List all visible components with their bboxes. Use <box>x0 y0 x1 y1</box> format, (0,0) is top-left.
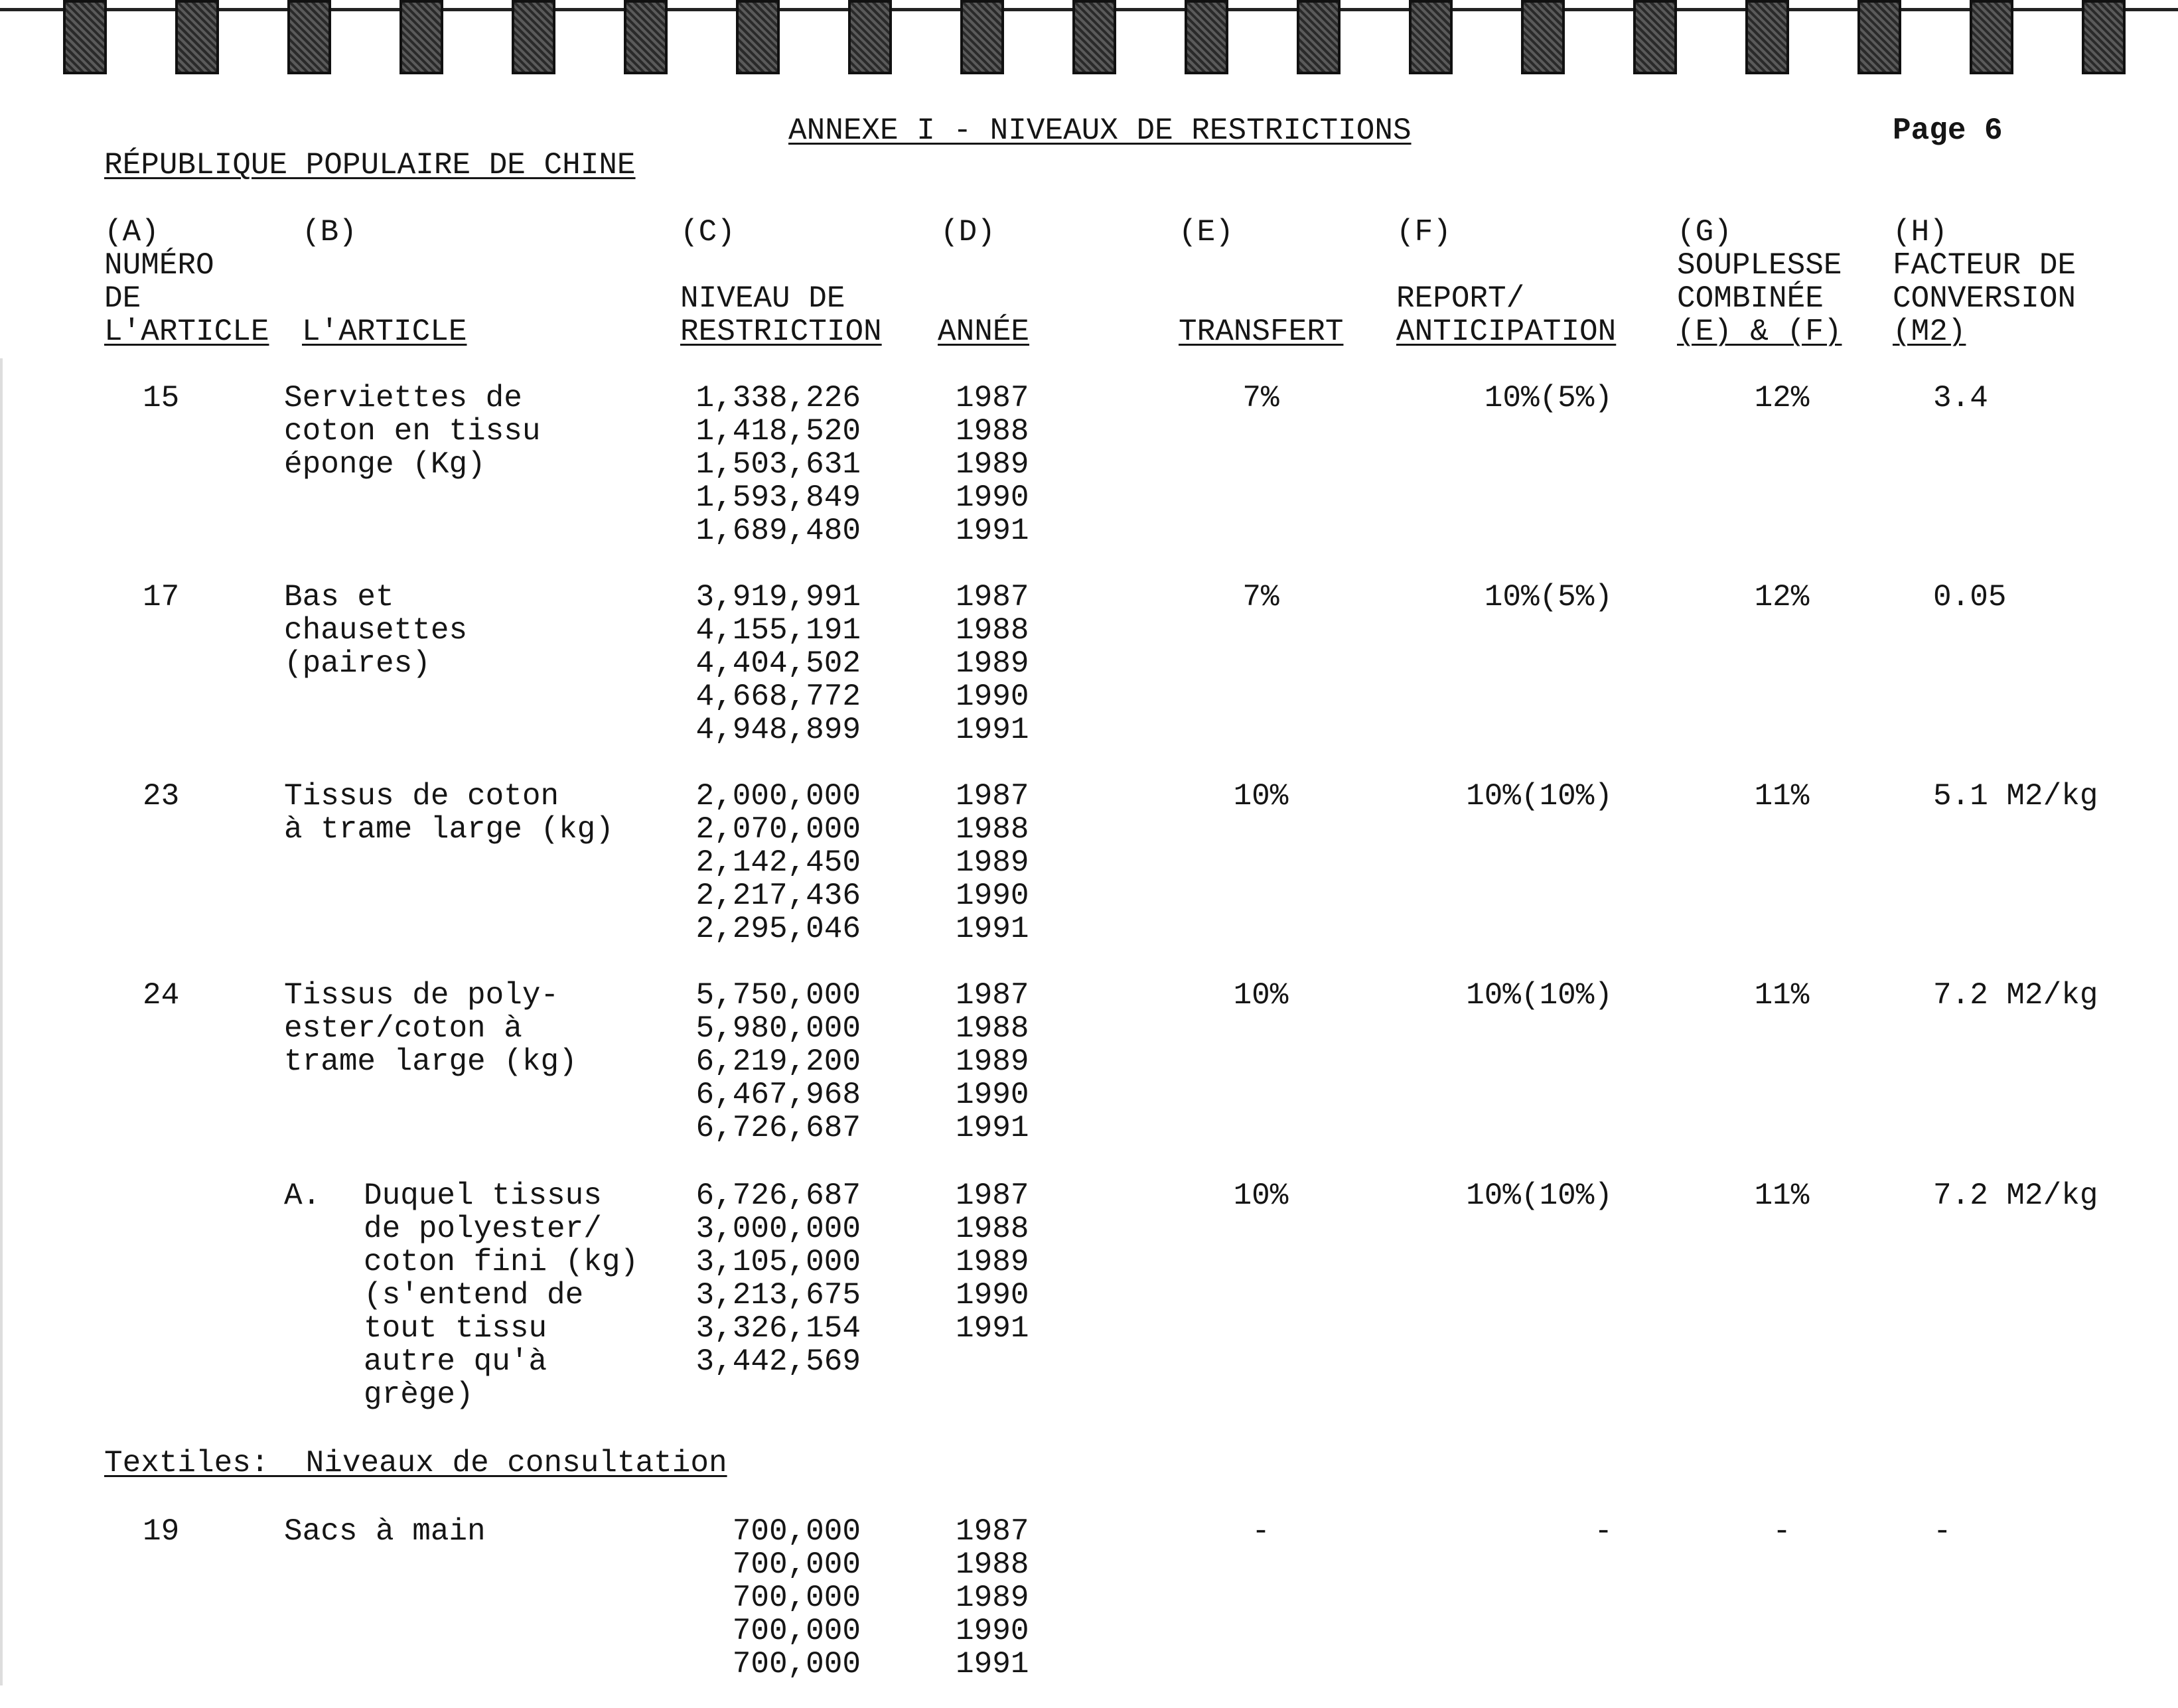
article-number: 19 <box>143 1514 180 1549</box>
article-description-line: Bas et <box>284 580 394 614</box>
restriction-level: 2,000,000 <box>695 779 861 814</box>
transfer-value: 7% <box>1242 381 1279 415</box>
year: 1987 <box>956 978 1029 1013</box>
article-description-line: Sacs à main <box>284 1514 486 1549</box>
article-description-line: Serviettes de <box>284 381 522 415</box>
article-description-line: trame large (kg) <box>284 1044 577 1079</box>
year: 1991 <box>956 1647 1029 1681</box>
year: 1990 <box>956 679 1029 714</box>
year: 1989 <box>956 1044 1029 1079</box>
col-h-line2: CONVERSION <box>1893 281 2076 316</box>
year: 1987 <box>956 381 1029 415</box>
year: 1988 <box>956 1547 1029 1582</box>
restriction-level: 6,726,687 <box>695 1111 861 1145</box>
consultation-heading: Textiles: Niveaux de consultation <box>104 1446 727 1480</box>
binding-hole <box>2082 0 2126 74</box>
col-a-line1: NUMÉRO <box>104 248 214 283</box>
col-h-line3: (M2) <box>1893 315 1966 349</box>
year: 1987 <box>956 1514 1029 1549</box>
restriction-level: 1,338,226 <box>695 381 861 415</box>
binding-hole <box>175 0 219 74</box>
restriction-level: 1,593,849 <box>695 480 861 515</box>
year: 1990 <box>956 1078 1029 1112</box>
restriction-level: 2,070,000 <box>695 812 861 847</box>
year: 1989 <box>956 1245 1029 1279</box>
restriction-level: 3,105,000 <box>695 1245 861 1279</box>
year: 1991 <box>956 713 1029 747</box>
sub-item-label: A. <box>284 1178 321 1213</box>
col-g-line2: COMBINÉE <box>1677 281 1824 316</box>
year: 1989 <box>956 646 1029 681</box>
article-number: 23 <box>143 779 180 814</box>
restriction-level: 5,750,000 <box>695 978 861 1013</box>
year: 1991 <box>956 1111 1029 1145</box>
article-description-line: (paires) <box>284 646 431 681</box>
restriction-level: 2,295,046 <box>695 912 861 946</box>
year: 1989 <box>956 845 1029 880</box>
article-description-line: à trame large (kg) <box>284 812 614 847</box>
col-f-line3: ANTICIPATION <box>1396 315 1617 349</box>
article-description-line: coton en tissu <box>284 414 541 449</box>
article-description-line: coton fini (kg) <box>364 1245 639 1279</box>
article-description-line: tout tissu <box>364 1311 547 1346</box>
page-edge-shadow <box>0 358 3 1685</box>
restriction-level: 4,155,191 <box>695 613 861 648</box>
restriction-level: 3,326,154 <box>695 1311 861 1346</box>
article-description-line: (s'entend de <box>364 1278 584 1313</box>
article-description-line: Tissus de coton <box>284 779 559 814</box>
binding-hole <box>848 0 892 74</box>
conversion-factor: 3.4 <box>1933 381 1988 415</box>
document-title: ANNEXE I - NIVEAUX DE RESTRICTIONS <box>788 113 1412 148</box>
binding-hole <box>960 0 1004 74</box>
col-g-line3: (E) & (F) <box>1677 315 1842 349</box>
year: 1987 <box>956 1178 1029 1213</box>
col-f-letter: (F) <box>1396 215 1451 249</box>
conversion-factor: 0.05 <box>1933 580 2007 614</box>
col-g-letter: (G) <box>1677 215 1732 249</box>
binding-hole <box>512 0 555 74</box>
flexibility-value: 12% <box>1754 381 1810 415</box>
binding-hole <box>1297 0 1341 74</box>
country-heading: RÉPUBLIQUE POPULAIRE DE CHINE <box>104 148 636 182</box>
article-description-line: ester/coton à <box>284 1011 522 1046</box>
col-c-line2: NIVEAU DE <box>680 281 845 316</box>
transfer-value: 10% <box>1233 978 1289 1013</box>
flexibility-value: - <box>1773 1514 1791 1549</box>
restriction-level: 4,668,772 <box>695 679 861 714</box>
col-d-letter: (D) <box>940 215 995 249</box>
binding-hole <box>1072 0 1116 74</box>
article-number: 15 <box>143 381 180 415</box>
binding-hole <box>1185 0 1228 74</box>
binding-hole <box>1521 0 1565 74</box>
restriction-level: 700,000 <box>732 1514 861 1549</box>
binding-hole <box>63 0 107 74</box>
conversion-factor: 5.1 M2/kg <box>1933 779 2098 814</box>
binding-hole <box>1633 0 1677 74</box>
col-b-letter: (B) <box>302 215 357 249</box>
col-h-line1: FACTEUR DE <box>1893 248 2076 283</box>
year: 1989 <box>956 447 1029 482</box>
binding-hole <box>287 0 331 74</box>
col-a-letter: (A) <box>104 215 159 249</box>
transfer-value: - <box>1252 1514 1270 1549</box>
restriction-level: 2,142,450 <box>695 845 861 880</box>
carryover-value: 10%(5%) <box>1484 580 1613 614</box>
spiral-binding <box>0 0 2178 73</box>
col-f-line2: REPORT/ <box>1396 281 1525 316</box>
year: 1990 <box>956 1278 1029 1313</box>
year: 1987 <box>956 779 1029 814</box>
article-description-line: de polyester/ <box>364 1212 602 1246</box>
year: 1988 <box>956 414 1029 449</box>
restriction-level: 6,219,200 <box>695 1044 861 1079</box>
binding-hole <box>1857 0 1901 74</box>
carryover-value: 10%(10%) <box>1466 978 1613 1013</box>
binding-hole <box>1409 0 1453 74</box>
year: 1991 <box>956 1311 1029 1346</box>
col-e-letter: (E) <box>1179 215 1234 249</box>
col-h-letter: (H) <box>1893 215 1948 249</box>
year: 1988 <box>956 1011 1029 1046</box>
year: 1989 <box>956 1581 1029 1615</box>
transfer-value: 10% <box>1233 1178 1289 1213</box>
year: 1990 <box>956 480 1029 515</box>
restriction-level: 3,442,569 <box>695 1344 861 1379</box>
binding-hole <box>736 0 780 74</box>
year: 1987 <box>956 580 1029 614</box>
col-d-line3: ANNÉE <box>938 315 1030 349</box>
restriction-level: 1,503,631 <box>695 447 861 482</box>
article-description-line: grège) <box>364 1378 474 1412</box>
restriction-level: 700,000 <box>732 1614 861 1648</box>
carryover-value: 10%(5%) <box>1484 381 1613 415</box>
col-b-line3: L'ARTICLE <box>302 315 467 349</box>
binding-hole <box>399 0 443 74</box>
carryover-value: 10%(10%) <box>1466 779 1613 814</box>
restriction-level: 1,418,520 <box>695 414 861 449</box>
page-number: Page 6 <box>1893 113 2003 148</box>
restriction-level: 3,919,991 <box>695 580 861 614</box>
article-description-line: chausettes <box>284 613 468 648</box>
conversion-factor: - <box>1933 1514 1952 1549</box>
carryover-value: - <box>1594 1514 1613 1549</box>
article-description-line: autre qu'à <box>364 1344 547 1379</box>
year: 1988 <box>956 812 1029 847</box>
restriction-level: 3,213,675 <box>695 1278 861 1313</box>
flexibility-value: 11% <box>1754 978 1810 1013</box>
article-description-line: éponge (Kg) <box>284 447 486 482</box>
col-c-letter: (C) <box>680 215 735 249</box>
col-a-line2: DE <box>104 281 141 316</box>
restriction-level: 2,217,436 <box>695 879 861 913</box>
col-c-line3: RESTRICTION <box>680 315 882 349</box>
conversion-factor: 7.2 M2/kg <box>1933 978 2098 1013</box>
col-g-line1: SOUPLESSE <box>1677 248 1842 283</box>
flexibility-value: 12% <box>1754 580 1810 614</box>
year: 1991 <box>956 912 1029 946</box>
year: 1990 <box>956 1614 1029 1648</box>
year: 1990 <box>956 879 1029 913</box>
col-a-line3: L'ARTICLE <box>104 315 269 349</box>
flexibility-value: 11% <box>1754 1178 1810 1213</box>
restriction-level: 700,000 <box>732 1547 861 1582</box>
carryover-value: 10%(10%) <box>1466 1178 1613 1213</box>
restriction-level: 1,689,480 <box>695 514 861 548</box>
binding-hole <box>1745 0 1789 74</box>
binding-hole <box>1970 0 2013 74</box>
transfer-value: 10% <box>1233 779 1289 814</box>
restriction-level: 3,000,000 <box>695 1212 861 1246</box>
col-e-line3: TRANSFERT <box>1179 315 1344 349</box>
year: 1988 <box>956 613 1029 648</box>
article-number: 17 <box>143 580 180 614</box>
conversion-factor: 7.2 M2/kg <box>1933 1178 2098 1213</box>
restriction-level: 700,000 <box>732 1647 861 1681</box>
article-number: 24 <box>143 978 180 1013</box>
article-description-line: Tissus de poly- <box>284 978 559 1013</box>
year: 1988 <box>956 1212 1029 1246</box>
restriction-level: 4,948,899 <box>695 713 861 747</box>
restriction-level: 700,000 <box>732 1581 861 1615</box>
restriction-level: 5,980,000 <box>695 1011 861 1046</box>
restriction-level: 4,404,502 <box>695 646 861 681</box>
transfer-value: 7% <box>1242 580 1279 614</box>
restriction-level: 6,726,687 <box>695 1178 861 1213</box>
year: 1991 <box>956 514 1029 548</box>
article-description-line: Duquel tissus <box>364 1178 602 1213</box>
restriction-level: 6,467,968 <box>695 1078 861 1112</box>
flexibility-value: 11% <box>1754 779 1810 814</box>
binding-hole <box>624 0 668 74</box>
